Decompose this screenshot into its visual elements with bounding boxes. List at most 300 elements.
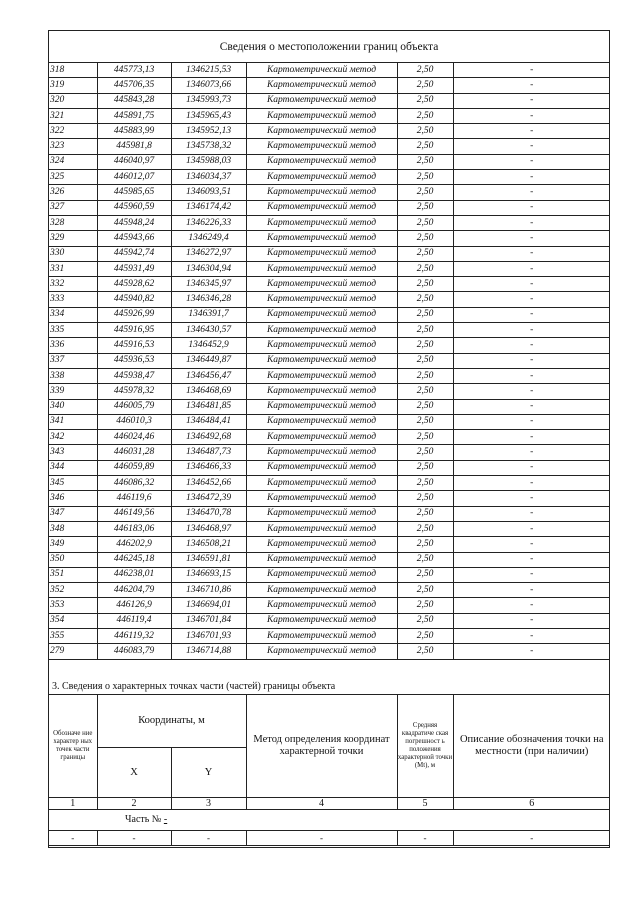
- col-coords-header: Координаты, м: [97, 695, 246, 747]
- accuracy-cell: 2,50: [397, 261, 453, 276]
- point-number-cell: 341: [49, 414, 97, 429]
- coord-x-cell: 446083,79: [97, 644, 171, 659]
- method-cell: Картометрический метод: [246, 154, 397, 169]
- table-row: [49, 277, 610, 292]
- point-number-cell: 355: [49, 628, 97, 643]
- description-cell: -: [453, 368, 610, 383]
- coord-x-cell: 446031,28: [97, 445, 171, 460]
- table-row: [49, 460, 610, 475]
- accuracy-cell: 2,50: [397, 598, 453, 613]
- method-cell: Картометрический метод: [246, 506, 397, 521]
- coord-y-cell: 1346452,9: [171, 338, 246, 353]
- column-number: 2: [97, 797, 171, 809]
- accuracy-cell: 2,50: [397, 139, 453, 154]
- accuracy-cell: 2,50: [397, 353, 453, 368]
- coord-y-cell: 1346468,69: [171, 384, 246, 399]
- table-row: [49, 93, 610, 108]
- coord-x-cell: 445891,75: [97, 108, 171, 123]
- description-cell: -: [453, 430, 610, 445]
- point-number-cell: 333: [49, 292, 97, 307]
- coord-y-cell: 1346174,42: [171, 200, 246, 215]
- description-cell: -: [453, 108, 610, 123]
- part-row: [49, 809, 610, 830]
- coord-y-cell: 1346492,68: [171, 430, 246, 445]
- col-point-header: Обозначе ние характер ных точек части границы: [49, 695, 97, 797]
- table-row: [49, 170, 610, 185]
- table-row: [49, 567, 610, 582]
- coord-x-cell: 446024,46: [97, 430, 171, 445]
- table-row: [49, 292, 610, 307]
- description-cell: -: [453, 215, 610, 230]
- method-cell: Картометрический метод: [246, 231, 397, 246]
- accuracy-cell: 2,50: [397, 124, 453, 139]
- method-cell: Картометрический метод: [246, 261, 397, 276]
- coord-y-cell: 1345738,32: [171, 139, 246, 154]
- method-cell: Картометрический метод: [246, 491, 397, 506]
- method-cell: Картометрический метод: [246, 368, 397, 383]
- table-row: [49, 323, 610, 338]
- dash-cell: -: [49, 830, 97, 845]
- coord-y-cell: 1346701,84: [171, 613, 246, 628]
- column-numbers-row: [49, 797, 610, 809]
- column-number: 6: [453, 797, 610, 809]
- description-cell: -: [453, 200, 610, 215]
- point-number-cell: 323: [49, 139, 97, 154]
- coord-y-cell: 1345988,03: [171, 154, 246, 169]
- coord-y-cell: 1346468,97: [171, 521, 246, 536]
- coord-y-cell: 1346508,21: [171, 537, 246, 552]
- method-cell: Картометрический метод: [246, 567, 397, 582]
- table-row: [49, 215, 610, 230]
- description-cell: -: [453, 476, 610, 491]
- coord-x-cell: 445936,53: [97, 353, 171, 368]
- accuracy-cell: 2,50: [397, 460, 453, 475]
- coord-x-cell: 445948,24: [97, 215, 171, 230]
- coord-y-cell: 1346693,15: [171, 567, 246, 582]
- coord-y-cell: 1346466,33: [171, 460, 246, 475]
- point-number-cell: 340: [49, 399, 97, 414]
- accuracy-cell: 2,50: [397, 154, 453, 169]
- coord-x-cell: 445773,13: [97, 63, 171, 78]
- table-row: [49, 414, 610, 429]
- table-row: [49, 430, 610, 445]
- coord-x-cell: 445928,62: [97, 277, 171, 292]
- accuracy-cell: 2,50: [397, 537, 453, 552]
- method-cell: Картометрический метод: [246, 170, 397, 185]
- method-cell: Картометрический метод: [246, 246, 397, 261]
- coord-y-cell: 1346470,78: [171, 506, 246, 521]
- point-number-cell: 335: [49, 323, 97, 338]
- coord-y-cell: 1346226,33: [171, 215, 246, 230]
- coord-x-cell: 446005,79: [97, 399, 171, 414]
- coord-x-cell: 446059,89: [97, 460, 171, 475]
- point-number-cell: 342: [49, 430, 97, 445]
- description-cell: -: [453, 521, 610, 536]
- method-cell: Картометрический метод: [246, 399, 397, 414]
- table-title: Сведения о местоположении границ объекта: [49, 31, 609, 63]
- table-row: [49, 231, 610, 246]
- coord-x-cell: 445942,74: [97, 246, 171, 261]
- description-cell: -: [453, 124, 610, 139]
- accuracy-cell: 2,50: [397, 384, 453, 399]
- boundary-points-table: [49, 63, 610, 660]
- point-number-cell: 338: [49, 368, 97, 383]
- method-cell: Картометрический метод: [246, 93, 397, 108]
- coord-x-cell: 445943,66: [97, 231, 171, 246]
- point-number-cell: 351: [49, 567, 97, 582]
- coord-x-cell: 445931,49: [97, 261, 171, 276]
- method-cell: Картометрический метод: [246, 323, 397, 338]
- accuracy-cell: 2,50: [397, 200, 453, 215]
- accuracy-cell: 2,50: [397, 552, 453, 567]
- table-row: [49, 124, 610, 139]
- method-cell: Картометрический метод: [246, 307, 397, 322]
- description-cell: -: [453, 246, 610, 261]
- point-number-cell: 321: [49, 108, 97, 123]
- dash-row: [49, 830, 610, 845]
- coord-x-cell: 446149,56: [97, 506, 171, 521]
- description-cell: -: [453, 384, 610, 399]
- coord-y-cell: 1346304,94: [171, 261, 246, 276]
- description-cell: -: [453, 277, 610, 292]
- method-cell: Картометрический метод: [246, 63, 397, 78]
- dash-cell: -: [246, 830, 397, 845]
- description-cell: -: [453, 261, 610, 276]
- accuracy-cell: 2,50: [397, 246, 453, 261]
- method-cell: Картометрический метод: [246, 613, 397, 628]
- coord-y-cell: 1346391,7: [171, 307, 246, 322]
- point-number-cell: 322: [49, 124, 97, 139]
- coord-y-cell: 1346591,81: [171, 552, 246, 567]
- coord-y-cell: 1345993,73: [171, 93, 246, 108]
- table-row: [49, 185, 610, 200]
- description-cell: -: [453, 506, 610, 521]
- coord-y-cell: 1346249,4: [171, 231, 246, 246]
- column-number: 3: [171, 797, 246, 809]
- accuracy-cell: 2,50: [397, 613, 453, 628]
- col-y-header: Y: [171, 747, 246, 797]
- table-row: [49, 583, 610, 598]
- coord-y-cell: 1346694,01: [171, 598, 246, 613]
- table-row: [49, 368, 610, 383]
- table-row: [49, 445, 610, 460]
- coord-y-cell: 1346346,28: [171, 292, 246, 307]
- point-number-cell: 329: [49, 231, 97, 246]
- method-cell: Картометрический метод: [246, 552, 397, 567]
- coord-x-cell: 446012,07: [97, 170, 171, 185]
- coord-x-cell: 445916,53: [97, 338, 171, 353]
- table-row: [49, 628, 610, 643]
- accuracy-cell: 2,50: [397, 231, 453, 246]
- table-row: [49, 384, 610, 399]
- method-cell: Картометрический метод: [246, 292, 397, 307]
- table-row: [49, 353, 610, 368]
- description-cell: -: [453, 644, 610, 659]
- method-cell: Картометрический метод: [246, 215, 397, 230]
- accuracy-cell: 2,50: [397, 445, 453, 460]
- accuracy-cell: 2,50: [397, 108, 453, 123]
- coord-y-cell: 1345952,13: [171, 124, 246, 139]
- table-row: [49, 78, 610, 93]
- point-number-cell: 332: [49, 277, 97, 292]
- coord-x-cell: 446245,18: [97, 552, 171, 567]
- description-cell: -: [453, 537, 610, 552]
- description-cell: -: [453, 598, 610, 613]
- accuracy-cell: 2,50: [397, 491, 453, 506]
- accuracy-cell: 2,50: [397, 644, 453, 659]
- section3-title: 3. Сведения о характерных точках части (частей) границы объекта: [49, 679, 609, 695]
- coord-x-cell: 446086,32: [97, 476, 171, 491]
- point-number-cell: 327: [49, 200, 97, 215]
- description-cell: -: [453, 63, 610, 78]
- table-row: [49, 537, 610, 552]
- coord-y-cell: 1346701,93: [171, 628, 246, 643]
- description-cell: -: [453, 491, 610, 506]
- point-number-cell: 346: [49, 491, 97, 506]
- coord-x-cell: 445981,8: [97, 139, 171, 154]
- point-number-cell: 325: [49, 170, 97, 185]
- coord-x-cell: 445916,95: [97, 323, 171, 338]
- description-cell: -: [453, 185, 610, 200]
- point-number-cell: 350: [49, 552, 97, 567]
- column-number: 4: [246, 797, 397, 809]
- coord-y-cell: 1346487,73: [171, 445, 246, 460]
- method-cell: Картометрический метод: [246, 476, 397, 491]
- section3-table: [49, 695, 610, 846]
- coord-x-cell: 445960,59: [97, 200, 171, 215]
- description-cell: -: [453, 170, 610, 185]
- point-number-cell: 319: [49, 78, 97, 93]
- accuracy-cell: 2,50: [397, 521, 453, 536]
- method-cell: Картометрический метод: [246, 124, 397, 139]
- point-number-cell: 324: [49, 154, 97, 169]
- document-frame: [48, 30, 610, 848]
- method-cell: Картометрический метод: [246, 583, 397, 598]
- coord-x-cell: 445926,99: [97, 307, 171, 322]
- accuracy-cell: 2,50: [397, 93, 453, 108]
- coord-x-cell: 445940,82: [97, 292, 171, 307]
- description-cell: -: [453, 552, 610, 567]
- table-row: [49, 261, 610, 276]
- description-cell: -: [453, 628, 610, 643]
- description-cell: -: [453, 613, 610, 628]
- method-cell: Картометрический метод: [246, 353, 397, 368]
- coord-y-cell: 1346456,47: [171, 368, 246, 383]
- accuracy-cell: 2,50: [397, 338, 453, 353]
- coord-y-cell: 1345965,43: [171, 108, 246, 123]
- coord-x-cell: 446119,32: [97, 628, 171, 643]
- table-row: [49, 552, 610, 567]
- point-number-cell: 334: [49, 307, 97, 322]
- coord-x-cell: 446204,79: [97, 583, 171, 598]
- table-row: [49, 506, 610, 521]
- method-cell: Картометрический метод: [246, 644, 397, 659]
- point-number-cell: 349: [49, 537, 97, 552]
- point-number-cell: 336: [49, 338, 97, 353]
- table-row: [49, 139, 610, 154]
- point-number-cell: 326: [49, 185, 97, 200]
- description-cell: -: [453, 399, 610, 414]
- accuracy-cell: 2,50: [397, 323, 453, 338]
- table-row: [49, 399, 610, 414]
- method-cell: Картометрический метод: [246, 384, 397, 399]
- description-cell: -: [453, 292, 610, 307]
- coord-x-cell: 446202,9: [97, 537, 171, 552]
- description-cell: -: [453, 323, 610, 338]
- coord-y-cell: 1346215,53: [171, 63, 246, 78]
- description-cell: -: [453, 78, 610, 93]
- coord-y-cell: 1346430,57: [171, 323, 246, 338]
- table-row: [49, 154, 610, 169]
- point-number-cell: 318: [49, 63, 97, 78]
- method-cell: Картометрический метод: [246, 628, 397, 643]
- accuracy-cell: 2,50: [397, 583, 453, 598]
- accuracy-cell: 2,50: [397, 185, 453, 200]
- description-cell: -: [453, 231, 610, 246]
- point-number-cell: 339: [49, 384, 97, 399]
- table-row: [49, 63, 610, 78]
- point-number-cell: 331: [49, 261, 97, 276]
- method-cell: Картометрический метод: [246, 78, 397, 93]
- coord-x-cell: 445938,47: [97, 368, 171, 383]
- coord-x-cell: 446119,4: [97, 613, 171, 628]
- coord-y-cell: 1346484,41: [171, 414, 246, 429]
- method-cell: Картометрический метод: [246, 200, 397, 215]
- table-row: [49, 644, 610, 659]
- column-number: 1: [49, 797, 97, 809]
- table-row: [49, 108, 610, 123]
- coord-x-cell: 446238,01: [97, 567, 171, 582]
- table-row: [49, 246, 610, 261]
- coord-y-cell: 1346449,87: [171, 353, 246, 368]
- point-number-cell: 353: [49, 598, 97, 613]
- method-cell: Картометрический метод: [246, 445, 397, 460]
- description-cell: -: [453, 445, 610, 460]
- table-row: [49, 613, 610, 628]
- description-cell: -: [453, 139, 610, 154]
- coord-y-cell: 1346034,37: [171, 170, 246, 185]
- accuracy-cell: 2,50: [397, 368, 453, 383]
- dash-cell: -: [97, 830, 171, 845]
- coord-y-cell: 1346714,88: [171, 644, 246, 659]
- dash-cell: -: [397, 830, 453, 845]
- point-number-cell: 337: [49, 353, 97, 368]
- accuracy-cell: 2,50: [397, 430, 453, 445]
- table-row: [49, 307, 610, 322]
- accuracy-cell: 2,50: [397, 567, 453, 582]
- coord-y-cell: 1346345,97: [171, 277, 246, 292]
- coord-y-cell: 1346710,86: [171, 583, 246, 598]
- method-cell: Картометрический метод: [246, 139, 397, 154]
- description-cell: -: [453, 93, 610, 108]
- coord-x-cell: 445978,32: [97, 384, 171, 399]
- table-row: [49, 521, 610, 536]
- col-method-header: Метод определения координат характерной точки: [246, 695, 397, 797]
- point-number-cell: 328: [49, 215, 97, 230]
- method-cell: Картометрический метод: [246, 430, 397, 445]
- accuracy-cell: 2,50: [397, 307, 453, 322]
- point-number-cell: 352: [49, 583, 97, 598]
- point-number-cell: 320: [49, 93, 97, 108]
- accuracy-cell: 2,50: [397, 292, 453, 307]
- coord-x-cell: 445985,65: [97, 185, 171, 200]
- coord-x-cell: 446119,6: [97, 491, 171, 506]
- point-number-cell: 344: [49, 460, 97, 475]
- point-number-cell: 330: [49, 246, 97, 261]
- method-cell: Картометрический метод: [246, 108, 397, 123]
- description-cell: -: [453, 307, 610, 322]
- description-cell: -: [453, 338, 610, 353]
- col-x-header: X: [97, 747, 171, 797]
- part-label: Часть №: [125, 814, 162, 825]
- point-number-cell: 343: [49, 445, 97, 460]
- description-cell: -: [453, 460, 610, 475]
- accuracy-cell: 2,50: [397, 277, 453, 292]
- point-number-cell: 348: [49, 521, 97, 536]
- coord-x-cell: 446126,9: [97, 598, 171, 613]
- point-number-cell: 345: [49, 476, 97, 491]
- accuracy-cell: 2,50: [397, 628, 453, 643]
- point-number-cell: 279: [49, 644, 97, 659]
- table-row: [49, 491, 610, 506]
- accuracy-cell: 2,50: [397, 170, 453, 185]
- coord-y-cell: 1346073,66: [171, 78, 246, 93]
- method-cell: Картометрический метод: [246, 537, 397, 552]
- accuracy-cell: 2,50: [397, 399, 453, 414]
- coord-y-cell: 1346093,51: [171, 185, 246, 200]
- table-row: [49, 598, 610, 613]
- method-cell: Картометрический метод: [246, 521, 397, 536]
- accuracy-cell: 2,50: [397, 414, 453, 429]
- description-cell: -: [453, 154, 610, 169]
- accuracy-cell: 2,50: [397, 215, 453, 230]
- coord-y-cell: 1346272,97: [171, 246, 246, 261]
- method-cell: Картометрический метод: [246, 460, 397, 475]
- coord-y-cell: 1346472,39: [171, 491, 246, 506]
- column-number: 5: [397, 797, 453, 809]
- description-cell: -: [453, 353, 610, 368]
- coord-x-cell: 445843,28: [97, 93, 171, 108]
- description-cell: -: [453, 583, 610, 598]
- method-cell: Картометрический метод: [246, 414, 397, 429]
- col-description-header: Описание обозначения точки на местности (при наличии): [453, 695, 610, 797]
- coord-y-cell: 1346452,66: [171, 476, 246, 491]
- dash-cell: -: [453, 830, 610, 845]
- col-accuracy-header: Средняя квадратиче ская погрешност ь положения характерной точки (Mt), м: [397, 695, 453, 797]
- table-row: [49, 200, 610, 215]
- method-cell: Картометрический метод: [246, 185, 397, 200]
- description-cell: -: [453, 414, 610, 429]
- part-value: -: [163, 814, 168, 825]
- coord-x-cell: 446183,06: [97, 521, 171, 536]
- accuracy-cell: 2,50: [397, 506, 453, 521]
- table-row: [49, 338, 610, 353]
- part-label-cell: [49, 809, 610, 830]
- coord-x-cell: 446040,97: [97, 154, 171, 169]
- coord-y-cell: 1346481,85: [171, 399, 246, 414]
- accuracy-cell: 2,50: [397, 476, 453, 491]
- point-number-cell: 354: [49, 613, 97, 628]
- coord-x-cell: 446010,3: [97, 414, 171, 429]
- coord-x-cell: 445883,99: [97, 124, 171, 139]
- accuracy-cell: 2,50: [397, 78, 453, 93]
- description-cell: -: [453, 567, 610, 582]
- method-cell: Картометрический метод: [246, 277, 397, 292]
- accuracy-cell: 2,50: [397, 63, 453, 78]
- method-cell: Картометрический метод: [246, 598, 397, 613]
- coord-x-cell: 445706,35: [97, 78, 171, 93]
- method-cell: Картометрический метод: [246, 338, 397, 353]
